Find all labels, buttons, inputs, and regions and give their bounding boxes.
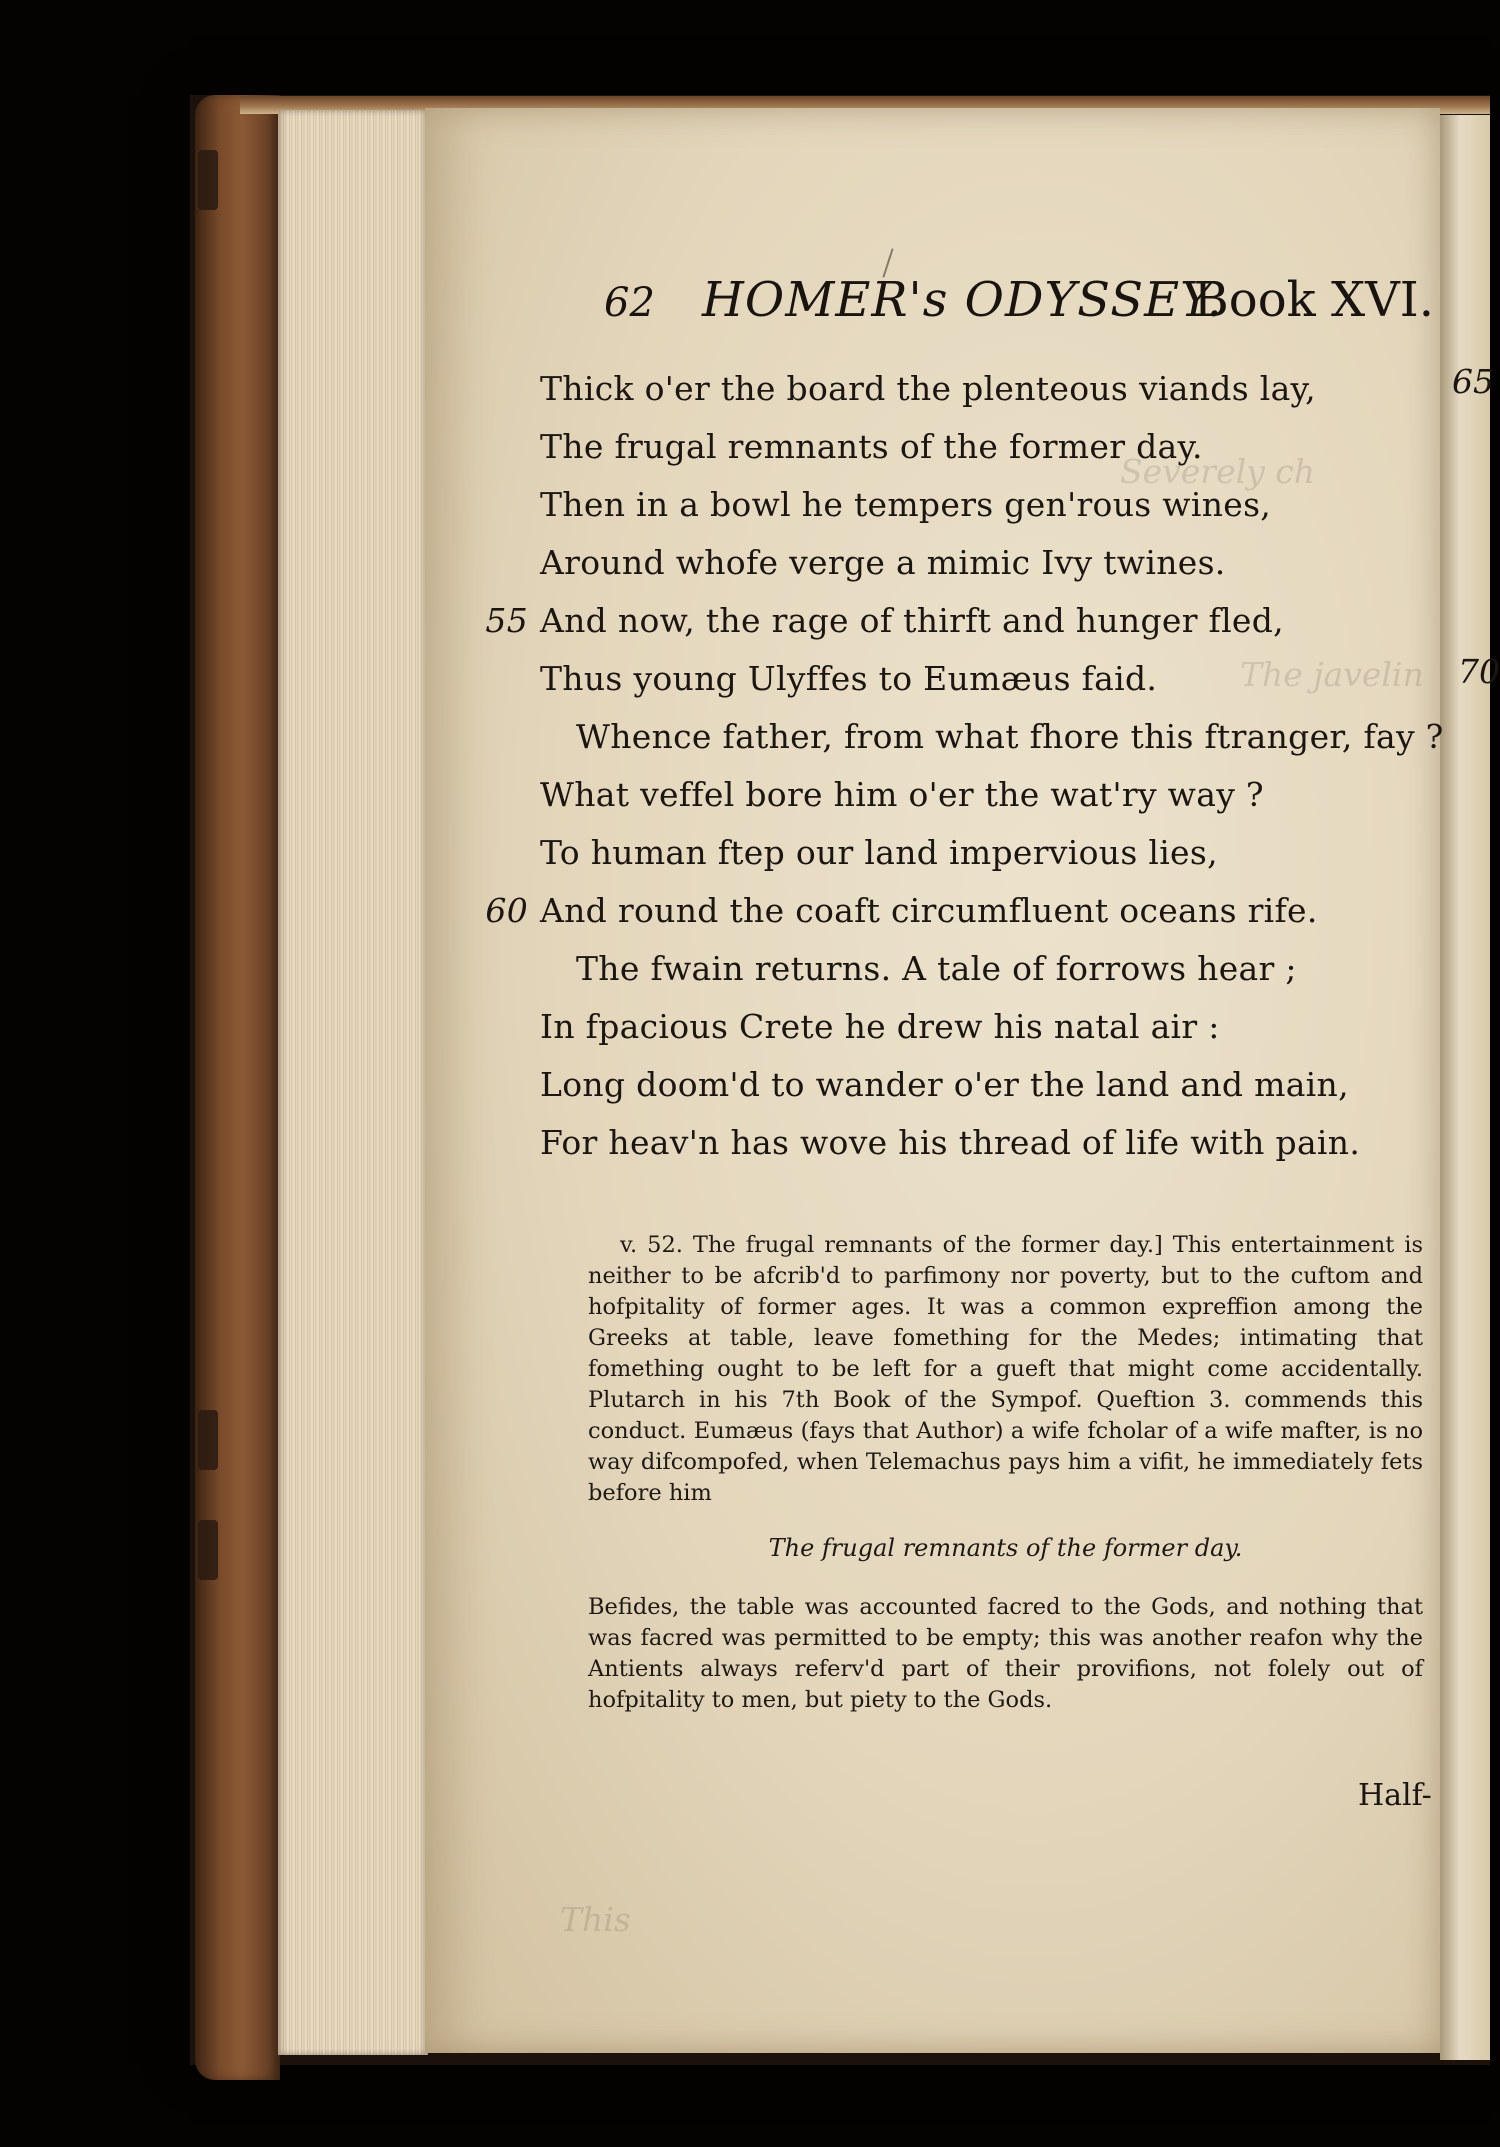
footnote-paragraph: Befides, the table was accounted facred to the Gods, and nothing that was facred was permitted to be empty; this was another reafon why the Antients always referv'd part of their provifions, not folely out of hofpitality to men, but piety to the Gods.	[588, 1594, 1423, 1713]
verse-text: And round the coaft circumfluent oceans rife.	[540, 891, 1318, 930]
verse-text: To human ftep our land impervious lies,	[540, 833, 1218, 872]
verse-text: Then in a bowl he tempers gen'rous wines,	[540, 485, 1272, 524]
verse-line	[485, 592, 1440, 650]
running-title: HOMER's ODYSSEY.	[702, 272, 1223, 328]
verse-line	[540, 824, 1440, 882]
footnote	[588, 1230, 1423, 1716]
verse-line	[540, 534, 1440, 592]
catchword: Half-	[1358, 1778, 1432, 1813]
verse-text: The frugal remnants of the former day.	[540, 427, 1203, 466]
verse-text: Thus young Ulyffes to Eumæus faid.	[540, 659, 1158, 698]
verse-line	[540, 766, 1440, 824]
leather-cover	[195, 95, 280, 2080]
verse-text: For heav'n has wove his thread of life with pain.	[540, 1123, 1361, 1162]
running-header	[604, 272, 1434, 342]
facing-page-edge	[1440, 115, 1500, 2060]
verse-line	[540, 940, 1440, 998]
verse-block	[485, 360, 1444, 1172]
show-through-text: The javelin	[1240, 655, 1424, 694]
verse-text: And now, the rage of thirft and hunger fled,	[540, 601, 1284, 640]
verse-text: The fwain returns. A tale of forrows hear ;	[576, 949, 1297, 988]
verse-line	[540, 1114, 1440, 1172]
verse-line	[540, 476, 1440, 534]
book-label: Book XVI.	[1193, 272, 1434, 328]
facing-page-line-number: 70	[1458, 652, 1500, 691]
cover-clasp	[198, 150, 218, 210]
verse-text: Long doom'd to wander o'er the land and main,	[540, 1065, 1349, 1104]
cover-clasp	[198, 1410, 218, 1470]
verse-text: What veffel bore him o'er the wat'ry way ?	[540, 775, 1264, 814]
verse-line	[540, 418, 1440, 476]
verse-line	[540, 360, 1440, 418]
show-through-text: Severely ch	[1120, 452, 1316, 491]
facing-page-line-number: 65	[1452, 362, 1494, 401]
footnote-quote: The frugal remnants of the former day.	[768, 1534, 1243, 1562]
verse-text: Around whofe verge a mimic Ivy twines.	[540, 543, 1226, 582]
verse-line	[540, 650, 1440, 708]
verse-line	[540, 708, 1444, 766]
line-number: 55	[485, 601, 528, 640]
line-number: 60	[485, 891, 528, 930]
cover-clasp	[198, 1520, 218, 1580]
show-through-text: This	[560, 1900, 631, 1939]
verse-text: Whence father, from what fhore this ftranger, fay ?	[576, 717, 1444, 756]
page-edges	[278, 110, 428, 2055]
page-number: 62	[604, 280, 655, 326]
verse-line	[540, 998, 1440, 1056]
verse-text: In fpacious Crete he drew his natal air :	[540, 1007, 1220, 1046]
footnote-paragraph: v. 52. The frugal remnants of the former day.] This entertainment is neither to be afcrib'd to parfimony nor poverty, but to the cuftom and hofpitality of former ages. It was a common expreffion among the Greeks at table, leave fomething for the Medes; intimating that fomething ought to be left for a gueft that might come accidentally. Plutarch in his 7th Book of the Sympof. Queftion 3. commends this conduct. Eumæus (fays that Author) a wife fcholar of a wife mafter, is no way difcompofed, when Telemachus pays him a vifit, he immediately fets before him	[588, 1232, 1423, 1506]
verse-text: Thick o'er the board the plenteous viands lay,	[540, 369, 1316, 408]
verse-line	[540, 1056, 1440, 1114]
verse-line	[485, 882, 1440, 940]
